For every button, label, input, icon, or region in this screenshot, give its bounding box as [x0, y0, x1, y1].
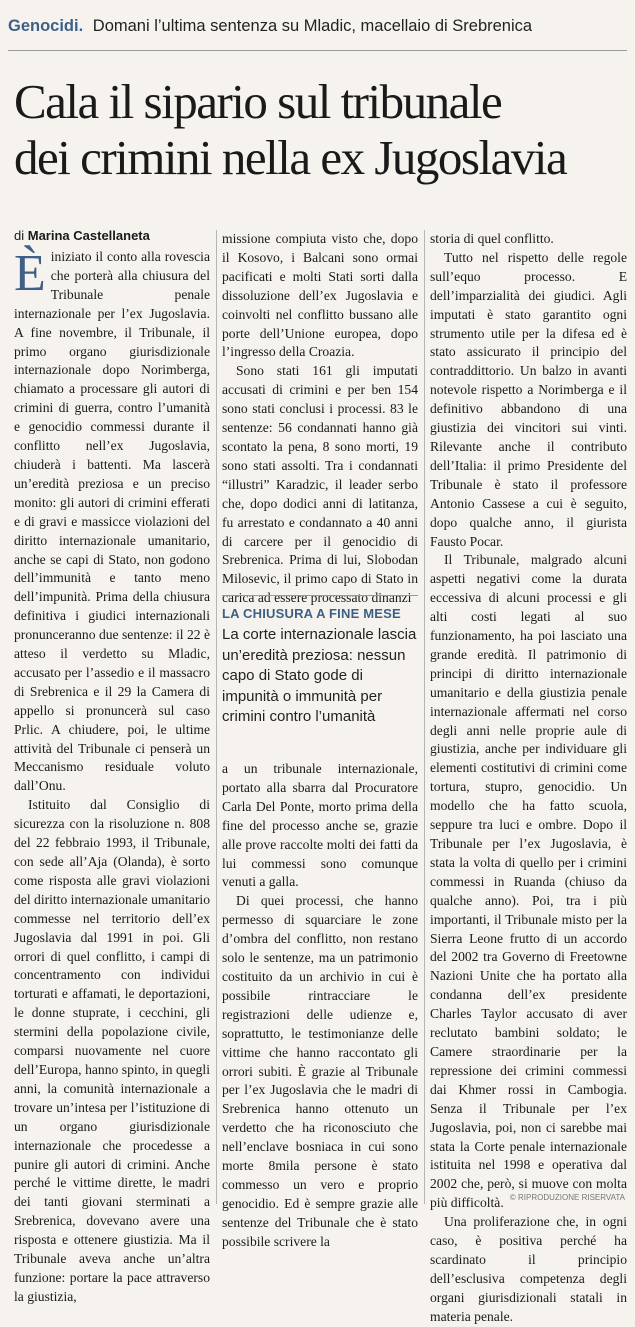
byline: [14, 228, 150, 243]
kicker: [8, 4, 627, 48]
article-paragraph: Èiniziato il conto alla rovescia che porterà alla chiusura del Tribunale penale internazionale per l’ex Jugoslavia. A fine novembre, il Tribunale, il primo organo giurisdizionale internazionale dopo Norimberga, chiamato a processare gli autori di crimini di guerra, contro l’umanità e genocidio commessi durante il conflitto nell’ex Jugoslavia, chiuderà i battenti. Ma lascerà un’eredità preziosa e un preciso monito: gli autori di crimini efferati e di gravi e massicce violazioni del diritto internazionale umanitario, anche se capi di Stato, non godono dell’immunità e tanto meno dell’impunità. Prima della chiusura definitiva i giudici internazionali pronunceranno due sentenze: il 22 è atteso il verdetto su Mladic, accusato per l’assedio e il massacro di Srebrenica e il 29 la Camera di appello si pronuncerà sul caso Prlic. A chiudere, poi, le ultime attività del Tribunale ci penserà un Meccanismo residuale voluto dall’Onu.: [14, 245, 210, 794]
byline-prefix: di: [14, 228, 25, 243]
kicker-text: Domani l’ultima sentenza su Mladic, macellaio di Srebrenica: [92, 17, 533, 35]
column-divider: [216, 230, 217, 1204]
article-paragraph: a un tribunale internazionale, portato alla sbarra dal Procuratore Carla Del Ponte, morto prima della fine del processo anche se, grazie alle prove raccolte molti dei fatti da lui commessi sono comunque venuti a galla.: [222, 761, 418, 890]
article-paragraph: missione compiuta visto che, dopo il Kosovo, i Balcani sono ormai pacificati e molti Stati sorti dalla dissoluzione dell’ex Jugoslavia e coinvolti nel conflitto bussano alle porte dell’Unione europea, dopo l’ingresso della Croazia.: [222, 231, 418, 360]
pull-quote-box: [222, 595, 418, 761]
pull-quote-text: La corte internazionale lascia un’eredità preziosa: nessun capo di Stato gode di impunità o immunità per crimini contro l’umanità: [222, 626, 417, 725]
headline-line-1: Cala il sipario sul tribunale: [14, 74, 502, 129]
article-column-2-bottom: [222, 760, 418, 1249]
drop-cap: È: [14, 245, 46, 302]
article-paragraph: Tutto nel rispetto delle regole sull’equo processo. E dell’imparzialità dei giudici. Agli imputati è stato garantito ogni strumento utile per la difesa ed è stato assicurato il principio del contraddittorio. Un balzo in avanti notevole rispetto a Norimberga e il definitivo abbandono di una giustizia dei vincitori sui vinti. Rilevante anche il contributo dell’Italia: il primo Presidente del Tribunale è stato il professore Antonio Cassese a cui è seguito, dopo qualche anno, il giurista Fausto Pocar.: [430, 249, 627, 549]
article-paragraph: Una proliferazione che, in ogni caso, è positiva perché ha scardinato il principio dell’esclusiva competenza degli organi giurisdizionali statali in materia penale.: [430, 1214, 627, 1324]
byline-author: Marina Castellaneta: [27, 228, 150, 243]
article-paragraph: Istituito dal Consiglio di sicurezza con la risoluzione n. 808 del 22 febbraio 1993, il Tribunale, con sede all’Aja (Olanda), è sorto come risposta alle gravi violazioni del diritto internazionale umanitario commesse nel territorio dell’ex Jugoslavia dal 1991 in poi. Gli orrori di quel conflitto, i campi di concentramento con individui torturati e affamati, le deportazioni, le donne stuprate, i cecchini, gli stermini della popolazione civile, comparsi nuovamente nel cuore dell’Europa, hanno spinto, in quegli anni, la comunità internazionale a trovare un’intesa per l’istituzione di un organo giurisdizionale internazionale che procedesse a punire gli autori di crimini. Anche perché le vittime dirette, le madri dei tanti giovani sterminati a Srebrenica, dovevano avere una risposta e ottenere giustizia. Ma il Tribunale aveva anche un’altra funzione: portare la pace attraverso la giustizia,: [14, 797, 210, 1304]
copyright-notice: © RIPRODUZIONE RISERVATA: [509, 1193, 625, 1202]
article-column-2-top: [222, 230, 418, 606]
top-rule: [8, 50, 627, 51]
article-paragraph: storia di quel conflitto.: [430, 231, 554, 246]
column-divider: [424, 230, 425, 1204]
article-paragraph: Sono stati 161 gli imputati accusati di crimini e per ben 154 sono stati conclusi i processi. 83 le sentenze: 56 condannati hanno già scontato la pena, 8 sono morti, 19 sono stati assolti. Tra i condannati “illustri” Karadzic, il leader serbo che, dopo dodici anni di latitanza, fu arrestato e condannato a 40 anni di carcere per il genocidio di Srebrenica. Prima di lui, Slobodan Milosevic, il primo capo di Stato in carica ad essere processato dinanzi: [222, 363, 418, 606]
pull-quote-title: LA CHIUSURA A FINE MESE: [222, 606, 401, 621]
kicker-tag: Genocidi.: [8, 17, 84, 35]
article-paragraph: Il Tribunale, malgrado alcuni aspetti negativi come la durata eccessiva di alcuni processi e gli alti costi legati al suo funzionamento, ha poi lasciato una grande eredità. Il patrimonio di principi di diritto internazionale umanitario e della giustizia penale internazionale affermati nel corso degli anni nelle proprie aule di giustizia, anche per individuare gli elementi costitutivi di crimini come tortura, stupro, genocidio. Un modello che ha fatto scuola, seppure tra luci e ombre. Dopo il Tribunale per l’ex Jugoslavia, è stata la volta di quello per i crimini commessi in Ruanda (chiuso da qualche anno). Poi, tra i più importanti, il Tribunale misto per la Sierra Leone frutto di un accordo del 2002 tra Governo di Freetowne Nazioni Unite che ha portato alla condanna dell’ex presidente Charles Taylor accusato di aver reclutato bambini soldato; le Camere straordinarie per la repressione dei crimini commessi dai Khmer rossi in Cambogia. Senza il Tribunale per l’ex Jugoslavia, poi, non ci sarebbe mai stata la Corte penale internazionale istituita nel 1998 e operativa dal 2002 che, però, si muove con molta più difficoltà.: [430, 552, 627, 1211]
headline: [14, 74, 627, 186]
article-paragraph: Di quei processi, che hanno permesso di squarciare le zone d’ombra del conflitto, non restano solo le sentenze, ma un patrimonio costituito da un archivio in cui è possibile rintracciare le registrazioni delle udienze e, soprattutto, le testimonianze delle vittime che hanno raccontato gli orrori subiti. È grazie al Tribunale per l’ex Jugoslavia che le madri di Srebrenica hanno ottenuto un verdetto che ha riconosciuto che nell’enclave bosniaca in cui sono morte 8mila persone è stato commesso un vero e proprio genocidio. Ed è sempre grazie alle sentenze del Tribunale che è stato possibile scrivere la: [222, 893, 418, 1249]
article-column-1: [14, 245, 210, 1304]
headline-line-2: dei crimini nella ex Jugoslavia: [14, 130, 567, 185]
